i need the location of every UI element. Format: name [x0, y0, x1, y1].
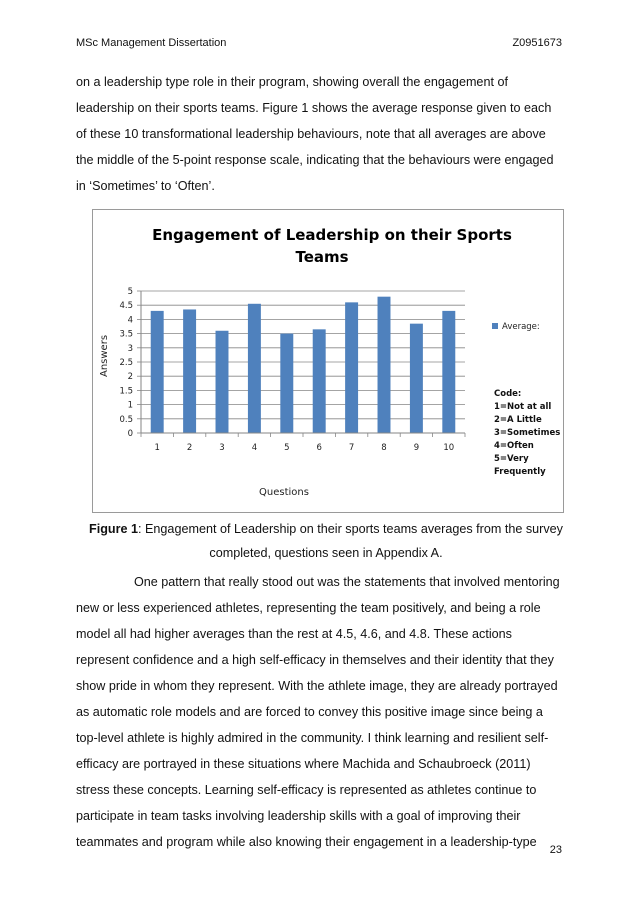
bar [378, 297, 391, 433]
code-line: 2=A Little [494, 415, 542, 425]
bar [216, 331, 229, 433]
y-axis-ticks [119, 287, 141, 439]
response-code-key [494, 389, 560, 477]
x-axis-label: Questions [259, 487, 309, 498]
code-line: 5=Very [494, 454, 529, 464]
paragraph-line: in ‘Sometimes’ to ‘Often’. [76, 179, 215, 193]
paragraph-line: teammates and program while also knowing their engagement in a leadership-type [76, 835, 537, 849]
code-line: Frequently [494, 467, 546, 477]
bar [183, 309, 196, 433]
x-axis-ticks [141, 433, 465, 453]
y-tick-label: 1 [127, 400, 133, 411]
paragraph-line: as automatic role models and are forced to convey this positive image since being a [76, 705, 543, 719]
y-tick-label: 0.5 [119, 414, 133, 425]
paragraph-line: leadership on their sports teams. Figure 1 shows the average response given to each [76, 101, 552, 115]
y-tick-label: 3.5 [119, 329, 133, 340]
paragraph-line: model all had higher averages than the rest at 4.5, 4.6, and 4.8. These actions [76, 627, 512, 641]
paragraph-line: stress these concepts. Learning self-efficacy is represented as athletes continue to [76, 783, 537, 797]
paragraph-line: the middle of the 5-point response scale, indicating that the behaviours were engaged [76, 153, 554, 167]
header-title: MSc Management Dissertation [76, 37, 227, 49]
x-tick-label: 2 [186, 443, 193, 453]
y-tick-label: 0 [127, 429, 133, 439]
x-tick-label: 7 [348, 443, 355, 453]
header-student-id: Z0951673 [512, 37, 562, 49]
paragraph-line: efficacy are portrayed in these situations where Machida and Schaubroeck (2011) [76, 757, 531, 771]
chart-title-line: Engagement of Leadership on their Sports [152, 226, 512, 244]
x-tick-label: 3 [219, 443, 225, 453]
chart-title-line: Teams [295, 248, 349, 266]
caption-label: Figure 1 [89, 522, 139, 536]
x-tick-label: 4 [251, 443, 258, 453]
legend-swatch [492, 323, 498, 329]
paragraph-line: One pattern that really stood out was the statements that involved mentoring [134, 575, 560, 589]
legend-label: Average: [502, 322, 540, 332]
x-tick-label: 10 [443, 443, 455, 453]
x-tick-label: 9 [413, 443, 420, 453]
code-line: 3=Sometimes [494, 428, 561, 438]
paragraph-line: represent confidence and a high self-efficacy in themselves and their identity that they [76, 653, 554, 667]
caption-text-line2: completed, questions seen in Appendix A. [209, 546, 443, 560]
chart-canvas [93, 210, 563, 512]
bar [442, 311, 455, 433]
code-line: Code: [494, 389, 522, 399]
bar [313, 329, 326, 433]
paragraph-line: of these 10 transformational leadership behaviours, note that all averages are above [76, 127, 546, 141]
bar-chart [92, 209, 564, 513]
paragraph-line: participate in team tasks involving leadership skills with a goal of improving their [76, 809, 521, 823]
bar [345, 302, 358, 433]
bar [410, 324, 423, 433]
code-line: 4=Often [494, 441, 534, 451]
paragraph-line: new or less experienced athletes, representing the team positively, and being a role [76, 601, 541, 615]
bar [248, 304, 261, 433]
y-tick-label: 1.5 [119, 386, 133, 397]
y-tick-label: 4 [127, 315, 133, 326]
page-number: 23 [549, 844, 562, 856]
y-tick-label: 5 [127, 287, 133, 297]
y-tick-label: 3 [127, 343, 133, 354]
x-tick-label: 1 [154, 443, 160, 453]
y-axis-label: Answers [99, 334, 110, 378]
bar [280, 334, 293, 433]
x-tick-label: 8 [381, 443, 387, 453]
paragraph-line: show pride in whom they represent. With the athlete image, they are already portrayed [76, 679, 558, 693]
intro-paragraph [76, 69, 576, 199]
paragraph-line: top-level athlete is highly admired in the community. I think learning and resilient self- [76, 731, 549, 745]
y-tick-label: 4.5 [119, 301, 133, 312]
y-tick-label: 2 [127, 372, 133, 383]
chart-bars [151, 297, 456, 433]
caption-text: : Engagement of Leadership on their sports teams averages from the survey [138, 522, 563, 536]
figure-caption [76, 517, 576, 565]
y-tick-label: 2.5 [119, 358, 133, 368]
x-tick-label: 5 [284, 443, 290, 453]
body-paragraph [76, 569, 576, 855]
bar [151, 311, 164, 433]
paragraph-line: on a leadership type role in their program, showing overall the engagement of [76, 75, 508, 89]
code-line: 1=Not at all [494, 402, 552, 412]
x-tick-label: 6 [316, 443, 322, 453]
